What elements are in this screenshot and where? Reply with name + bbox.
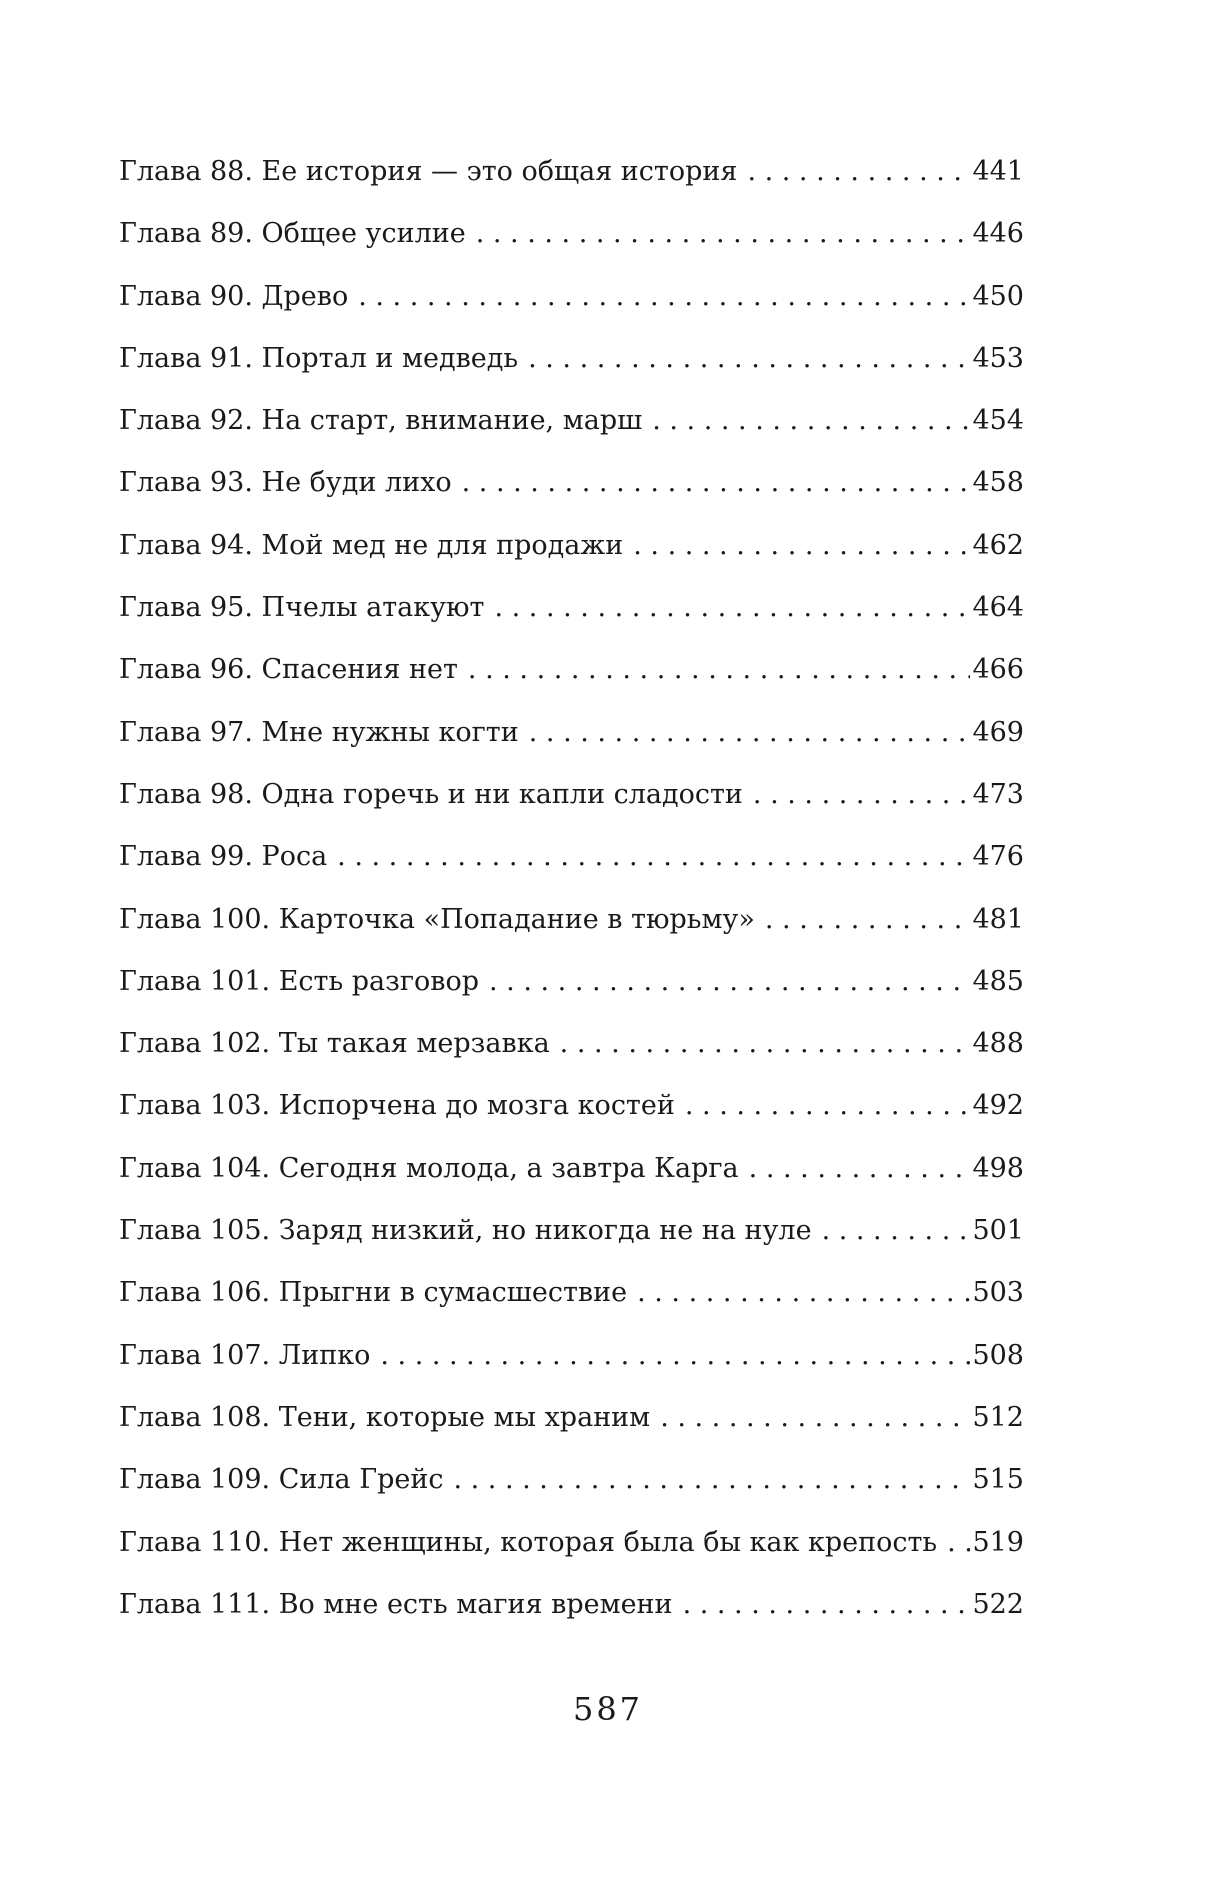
toc-entry — [119, 1027, 1024, 1089]
page-number: 503 — [972, 1277, 1024, 1309]
dot-leader — [753, 778, 971, 812]
chapter-title: Глава 94. Мой мед не для продажи — [119, 529, 624, 561]
chapter-title: Глава 92. На старт, внимание, марш — [119, 405, 643, 437]
page-number: 462 — [972, 529, 1024, 561]
page-folio: 587 — [572, 1690, 644, 1728]
toc-entry — [119, 1339, 1024, 1401]
dot-leader — [633, 529, 970, 563]
toc-entry — [119, 1588, 1024, 1650]
page-number: 464 — [972, 592, 1024, 624]
dot-leader — [337, 840, 970, 874]
toc-entry — [119, 965, 1024, 1027]
page-number: 466 — [972, 654, 1024, 686]
dot-leader — [652, 404, 970, 438]
dot-leader — [947, 1526, 970, 1560]
chapter-title: Глава 89. Общее усилие — [119, 218, 466, 250]
toc-entry — [119, 591, 1024, 653]
toc-entry — [119, 155, 1024, 217]
chapter-title: Глава 106. Прыгни в сумасшествие — [119, 1277, 628, 1309]
dot-leader — [637, 1276, 970, 1310]
page-number: 519 — [972, 1526, 1024, 1558]
page-number: 492 — [972, 1090, 1024, 1122]
toc-entry — [119, 280, 1024, 342]
page-number: 454 — [972, 405, 1024, 437]
chapter-title: Глава 95. Пчелы атакуют — [119, 592, 485, 624]
chapter-title: Глава 96. Спасения нет — [119, 654, 458, 686]
page-number: 473 — [972, 778, 1024, 810]
toc-entry — [119, 1089, 1024, 1151]
chapter-title: Глава 99. Роса — [119, 841, 328, 873]
page-number: 498 — [972, 1152, 1024, 1184]
chapter-title: Глава 104. Сегодня молода, а завтра Карга — [119, 1152, 739, 1184]
chapter-title: Глава 109. Сила Грейс — [119, 1464, 444, 1496]
dot-leader — [560, 1027, 971, 1061]
page-number: 508 — [972, 1339, 1024, 1371]
toc-entry — [119, 778, 1024, 840]
page-number: 515 — [972, 1464, 1024, 1496]
page-number: 458 — [972, 467, 1024, 499]
dot-leader — [765, 903, 971, 937]
chapter-title: Глава 111. Во мне есть магия времени — [119, 1588, 673, 1620]
page-number: 501 — [972, 1215, 1024, 1247]
chapter-title: Глава 88. Ее история — это общая история — [119, 156, 738, 187]
toc-entry — [119, 1276, 1024, 1338]
toc-entry — [119, 404, 1024, 466]
toc-entry — [119, 217, 1024, 279]
toc-entry — [119, 903, 1024, 965]
dot-leader — [660, 1401, 970, 1435]
dot-leader — [822, 1214, 971, 1248]
dot-leader — [683, 1588, 971, 1622]
chapter-title: Глава 100. Карточка «Попадание в тюрьму» — [119, 903, 755, 935]
dot-leader — [494, 591, 970, 625]
toc-entry — [119, 716, 1024, 778]
toc-entry — [119, 1463, 1024, 1525]
chapter-title: Глава 101. Есть разговор — [119, 965, 480, 997]
page-number: 453 — [972, 342, 1024, 374]
chapter-title: Глава 98. Одна горечь и ни капли сладости — [119, 778, 743, 810]
dot-leader — [529, 716, 971, 750]
chapter-title: Глава 105. Заряд низкий, но никогда не на нуле — [119, 1215, 812, 1247]
page-number: 512 — [972, 1401, 1024, 1433]
toc-entry — [119, 529, 1024, 591]
toc-entry — [119, 342, 1024, 404]
dot-leader — [453, 1463, 970, 1497]
page-number: 485 — [972, 965, 1024, 997]
toc-entry — [119, 466, 1024, 528]
chapter-title: Глава 108. Тени, которые мы храним — [119, 1401, 651, 1433]
dot-leader — [489, 965, 970, 999]
page-number: 476 — [972, 841, 1024, 873]
page-number: 446 — [972, 218, 1024, 250]
chapter-title: Глава 107. Липко — [119, 1339, 371, 1371]
chapter-title: Глава 93. Не буди лихо — [119, 467, 452, 499]
dot-leader — [749, 1152, 971, 1186]
page-number: 469 — [972, 716, 1024, 748]
chapter-title: Глава 97. Мне нужны когти — [119, 716, 519, 748]
toc-entry — [119, 1401, 1024, 1463]
page-number: 450 — [972, 280, 1024, 312]
chapter-title: Глава 110. Нет женщины, которая была бы как крепость — [119, 1526, 938, 1558]
dot-leader — [468, 653, 971, 687]
toc-entry — [119, 653, 1024, 715]
chapter-title: Глава 90. Древо — [119, 280, 349, 312]
toc-entry — [119, 840, 1024, 902]
dot-leader — [685, 1089, 971, 1123]
dot-leader — [462, 466, 971, 500]
page-number: 441 — [972, 156, 1024, 187]
page-number: 481 — [972, 903, 1024, 935]
page-number: 488 — [972, 1028, 1024, 1060]
chapter-title: Глава 91. Портал и медведь — [119, 342, 519, 374]
table-of-contents — [119, 155, 1024, 1650]
dot-leader — [528, 342, 970, 376]
dot-leader — [358, 280, 970, 314]
toc-entry — [119, 1152, 1024, 1214]
chapter-title: Глава 102. Ты такая мерзавка — [119, 1028, 550, 1060]
dot-leader — [747, 155, 970, 189]
toc-entry — [119, 1526, 1024, 1588]
dot-leader — [476, 217, 971, 251]
chapter-title: Глава 103. Испорчена до мозга костей — [119, 1090, 675, 1122]
page-number: 522 — [972, 1588, 1024, 1620]
dot-leader — [380, 1339, 970, 1373]
toc-entry — [119, 1214, 1024, 1276]
